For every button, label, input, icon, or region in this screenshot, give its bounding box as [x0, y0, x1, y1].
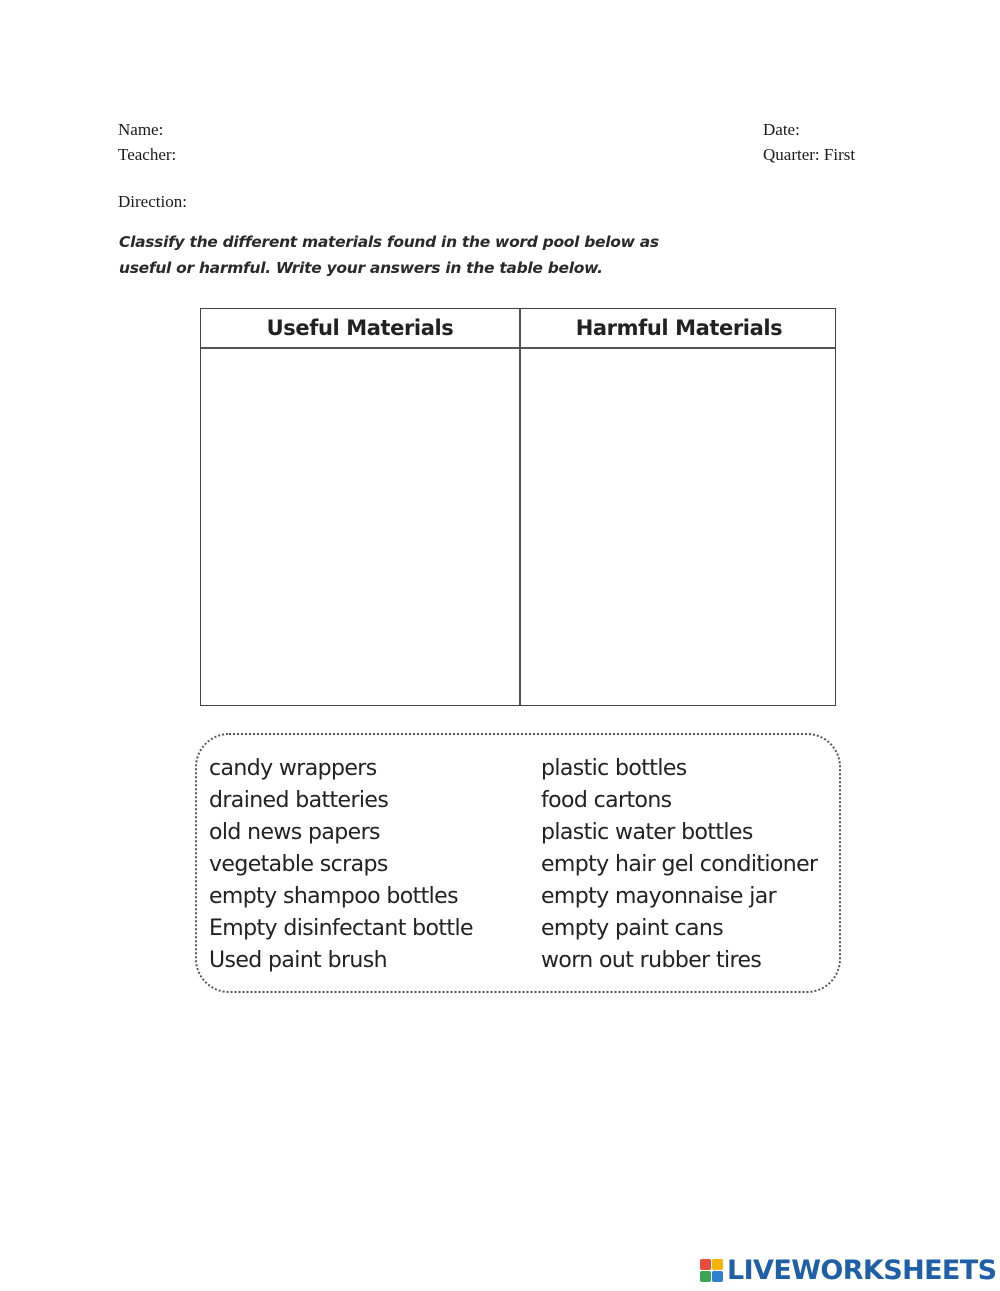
word-pool-item: plastic water bottles: [541, 820, 753, 845]
logo-block: [700, 1259, 711, 1270]
word-pool-item: old news papers: [209, 820, 380, 845]
harmful-materials-answer-cell[interactable]: [521, 349, 835, 705]
liveworksheets-logo-icon: [700, 1259, 723, 1282]
instructions-line-2: useful or harmful. Write your answers in the table below.: [119, 259, 603, 277]
useful-materials-answer-cell[interactable]: [201, 349, 519, 705]
harmful-materials-header: Harmful Materials: [575, 316, 783, 340]
word-pool-left-column: [209, 753, 473, 977]
word-pool-item: empty hair gel conditioner: [541, 852, 818, 877]
word-pool-item: drained batteries: [209, 788, 389, 813]
instructions: [119, 229, 659, 281]
word-pool-item: Used paint brush: [209, 948, 387, 973]
logo-block: [712, 1259, 723, 1270]
word-pool-item: plastic bottles: [541, 756, 687, 781]
word-pool: [195, 733, 841, 993]
quarter-label: Quarter: First: [763, 145, 856, 164]
word-pool-item: vegetable scraps: [209, 852, 388, 877]
brand-wordmark: LIVEWORKSHEETS: [727, 1254, 997, 1286]
word-pool-item: food cartons: [541, 788, 672, 813]
teacher-label: Teacher:: [118, 145, 177, 164]
word-pool-item: empty paint cans: [541, 916, 724, 941]
word-pool-item: worn out rubber tires: [541, 948, 762, 973]
word-pool-item: empty mayonnaise jar: [541, 884, 777, 909]
logo-block: [712, 1271, 723, 1282]
date-label: Date:: [763, 120, 800, 139]
word-pool-item: empty shampoo bottles: [209, 884, 458, 909]
logo-block: [700, 1271, 711, 1282]
instructions-line-1: Classify the different materials found in the word pool below as: [119, 233, 659, 251]
name-label: Name:: [118, 120, 164, 139]
useful-materials-header: Useful Materials: [266, 316, 454, 340]
word-pool-right-column: [541, 753, 817, 977]
classification-table: [200, 308, 836, 706]
word-pool-item: Empty disinfectant bottle: [209, 916, 473, 941]
liveworksheets-brand[interactable]: [700, 1253, 996, 1287]
word-pool-item: candy wrappers: [209, 756, 377, 781]
direction-label: Direction:: [118, 192, 187, 211]
